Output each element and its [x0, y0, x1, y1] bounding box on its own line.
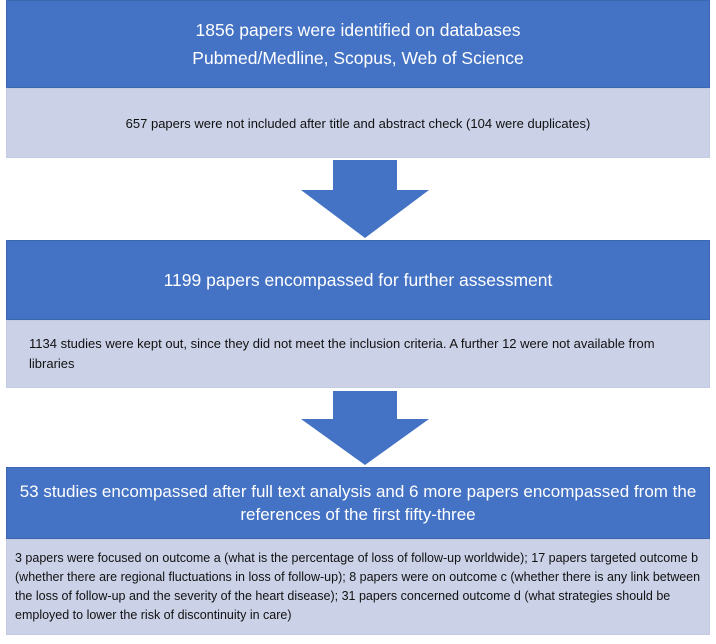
step1-heading-line2: Pubmed/Medline, Scopus, Web of Science: [192, 48, 524, 68]
step2-detail-text: 1134 studies were kept out, since they did not meet the inclusion criteria. A further 12 were not available from libraries: [29, 336, 655, 371]
step1-detail-box: [6, 88, 710, 158]
step3-heading-box: [6, 467, 710, 539]
step1-heading-box: [6, 0, 710, 88]
step3-detail-box: [6, 539, 710, 635]
step3-detail-text: 3 papers were focused on outcome a (what is the percentage of loss of follow-up worldwide); 17 papers targeted outcome b (whether there are regional fluctuations in loss of follow-up); 8 papers were on outcome c (whether there is any link between the loss of follow-up and the severity of the heart disease); 31 papers concerned outcome d (what strategies should be employed to lower the risk of discontinuity in care): [15, 551, 701, 622]
step2-detail-box: [6, 320, 710, 388]
step1-heading-line1: 1856 papers were identified on databases: [195, 20, 521, 40]
step1-detail-text: 657 papers were not included after title and abstract check (104 were duplicates): [125, 115, 591, 131]
step2-heading-box: [6, 240, 710, 320]
flow-diagram: [6, 0, 710, 644]
down-arrow-icon: [301, 391, 429, 465]
step3-heading-text: 53 studies encompassed after full text analysis and 6 more papers encompassed from the references of the first fifty-three: [19, 482, 697, 524]
down-arrow-icon: [301, 160, 429, 238]
step2-heading-text: 1199 papers encompassed for further assessment: [163, 270, 553, 290]
